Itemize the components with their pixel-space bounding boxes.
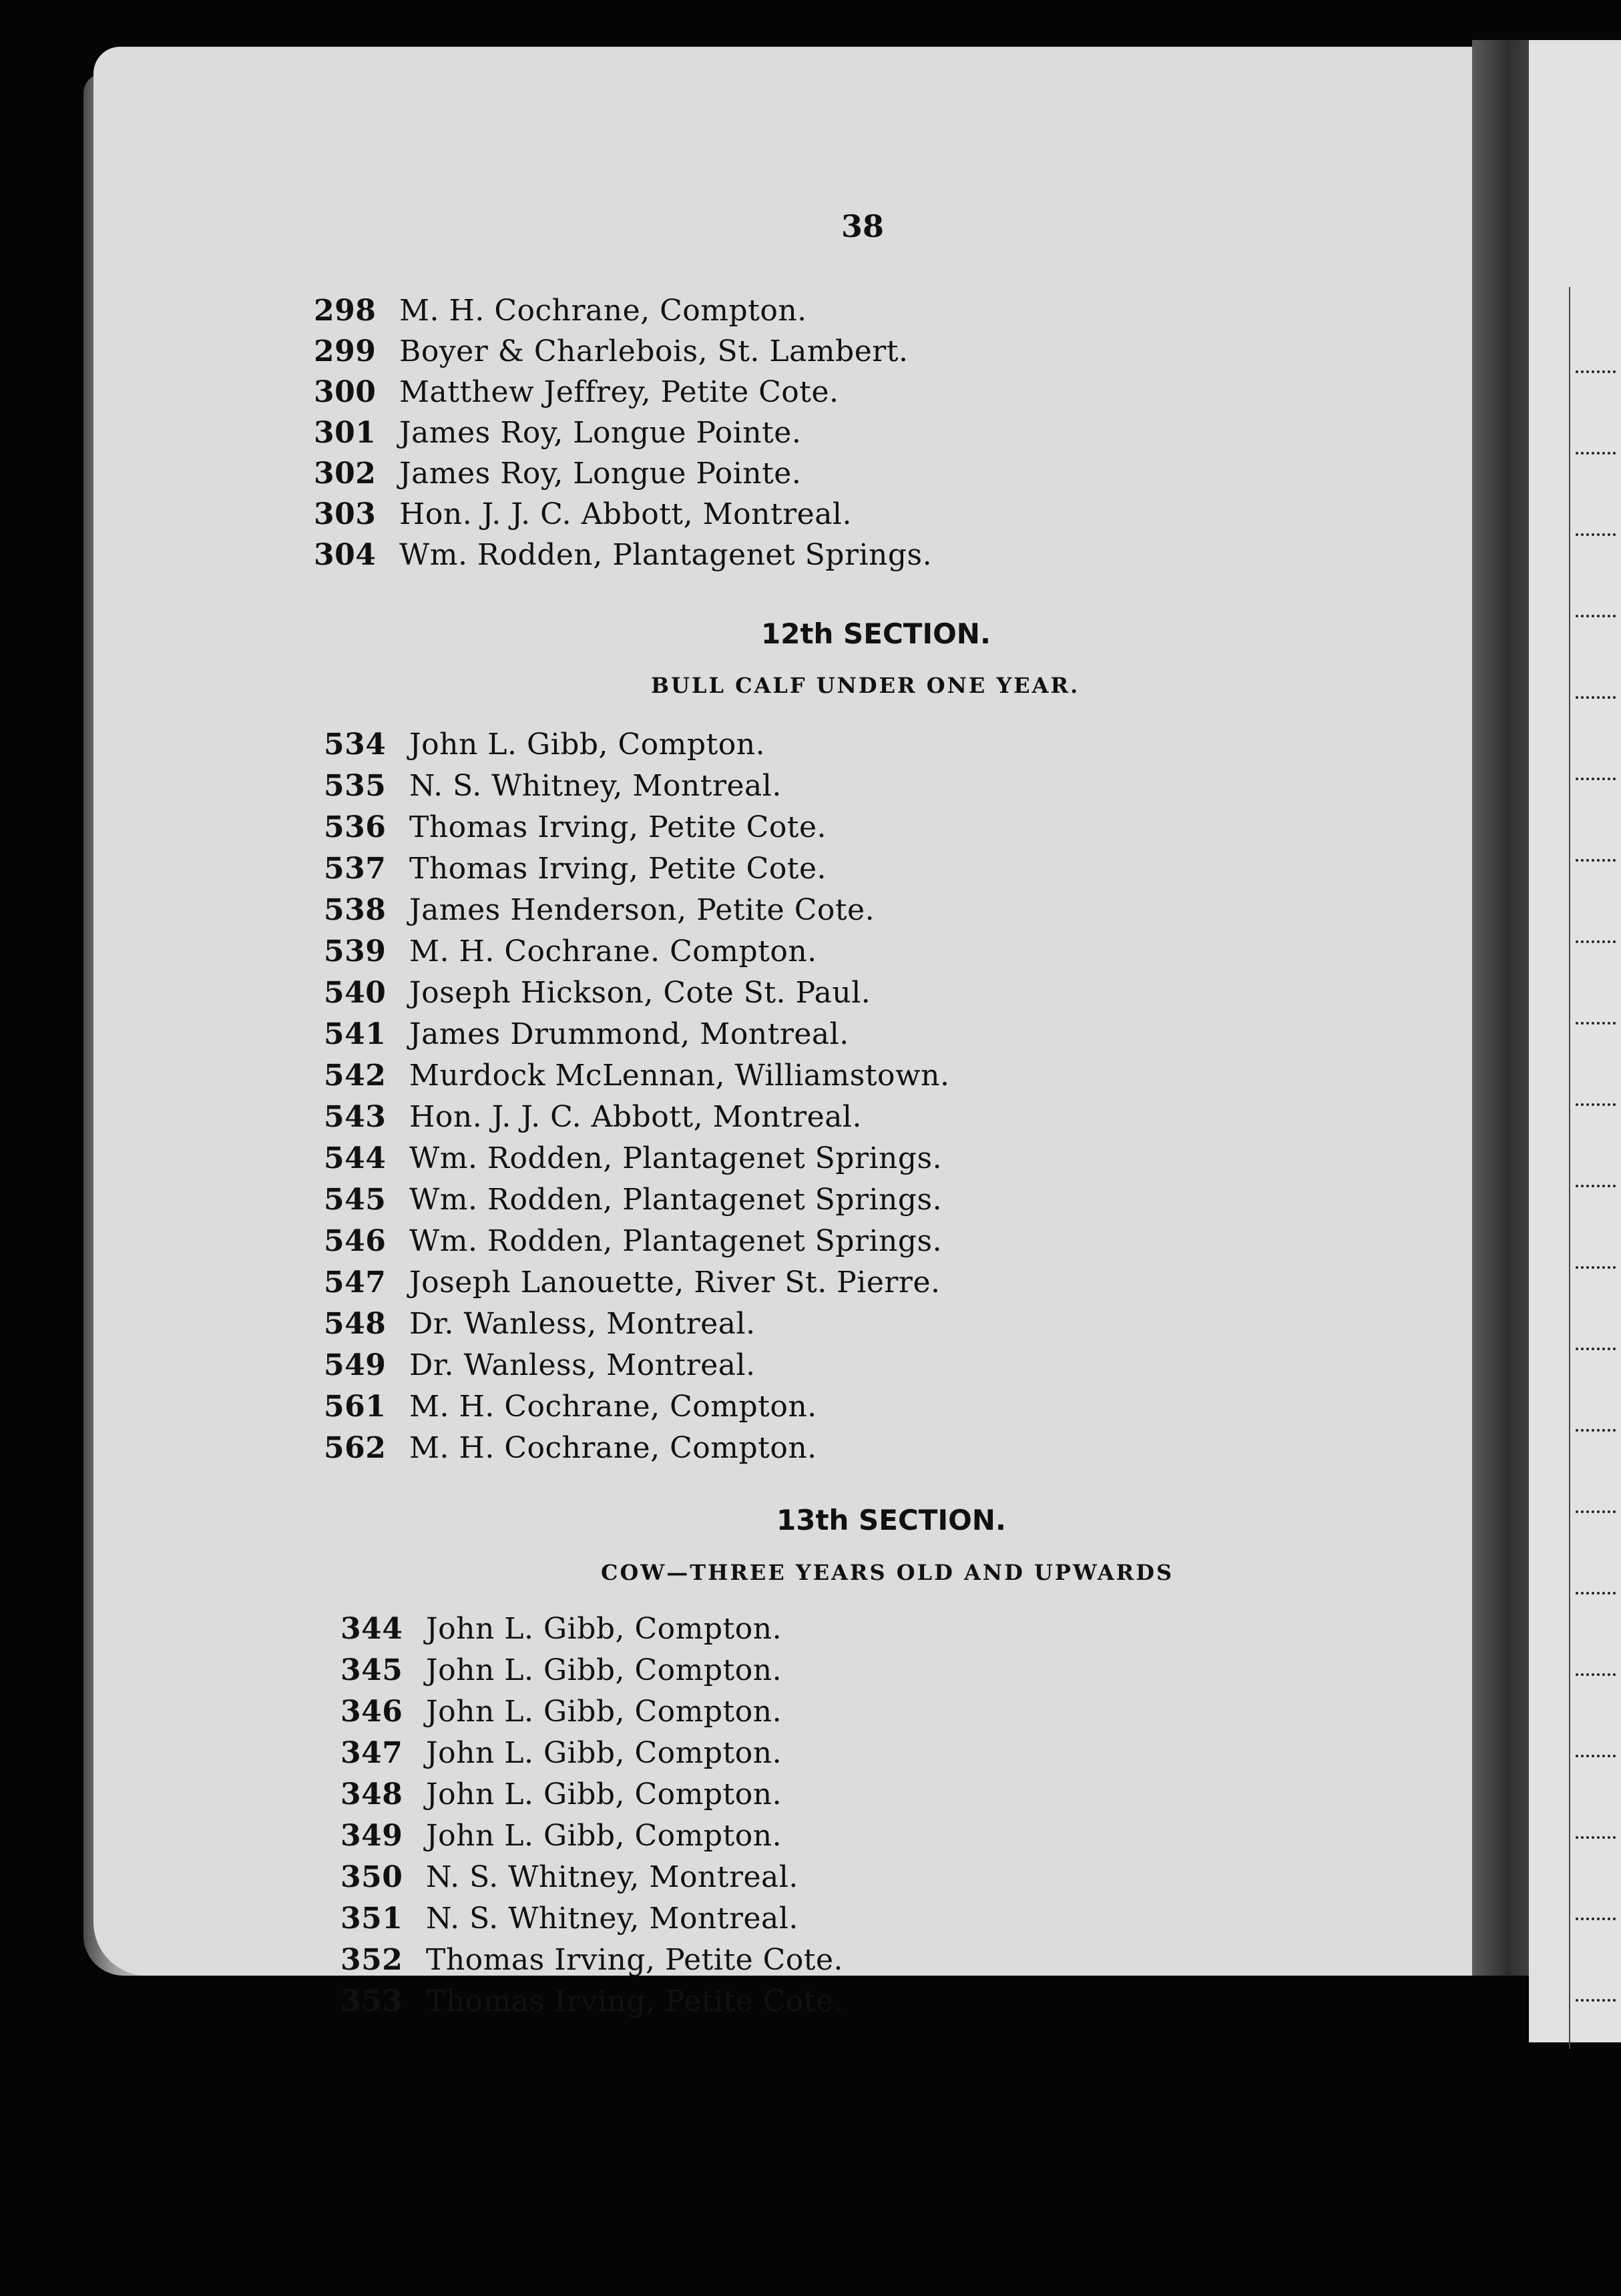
entry-exhibitor: Murdock McLennan, Williamstown.: [409, 1059, 950, 1093]
entry-row: [314, 497, 852, 531]
entry-number: 345: [340, 1653, 403, 1687]
entry-row: [340, 1902, 798, 1936]
entry-exhibitor: Joseph Lanouette, River St. Pierre.: [409, 1265, 941, 1300]
entry-exhibitor: James Roy, Longue Pointe.: [399, 416, 802, 450]
entry-number: 541: [324, 1017, 387, 1051]
entry-number: 546: [324, 1224, 387, 1258]
entry-exhibitor: John L. Gibb, Compton.: [409, 728, 766, 762]
entry-exhibitor: Boyer & Charlebois, St. Lambert.: [399, 334, 909, 368]
dotted-line: [1576, 1836, 1616, 1839]
entry-row: [324, 1183, 942, 1217]
entry-number: 304: [314, 538, 377, 572]
dotted-line: [1576, 1999, 1616, 2002]
entry-exhibitor: Thomas Irving, Petite Cote.: [409, 852, 827, 886]
entry-row: [324, 1100, 862, 1134]
entry-number: 298: [314, 294, 377, 328]
entry-row: [324, 728, 765, 762]
entry-exhibitor: Dr. Wanless, Montreal.: [409, 1307, 756, 1341]
entry-number: 299: [314, 334, 377, 368]
entry-number: 540: [324, 976, 387, 1010]
dotted-line: [1576, 1429, 1616, 1432]
entry-exhibitor: Wm. Rodden, Plantagenet Springs.: [409, 1141, 943, 1175]
entry-exhibitor: Dr. Wanless, Montreal.: [409, 1348, 756, 1382]
entry-exhibitor: Matthew Jeffrey, Petite Cote.: [399, 375, 839, 409]
dotted-line: [1576, 778, 1616, 780]
entry-exhibitor: Wm. Rodden, Plantagenet Springs.: [409, 1224, 943, 1258]
entry-exhibitor: Thomas Irving, Petite Cote.: [426, 1984, 844, 2018]
entry-row: [324, 1017, 849, 1051]
entry-row: [324, 1141, 942, 1175]
entry-number: 544: [324, 1141, 387, 1175]
entry-exhibitor: Joseph Hickson, Cote St. Paul.: [409, 976, 871, 1010]
entry-number: 535: [324, 769, 387, 803]
entry-number: 542: [324, 1059, 387, 1093]
entry-exhibitor: John L. Gibb, Compton.: [426, 1695, 782, 1729]
entry-number: 300: [314, 375, 377, 409]
entry-number: 351: [340, 1902, 403, 1936]
adjacent-page: [1529, 40, 1621, 2042]
dotted-line: [1576, 1510, 1616, 1513]
entry-number: 538: [324, 893, 387, 927]
entry-number: 348: [340, 1777, 403, 1811]
entry-row: [340, 1736, 782, 1770]
dotted-line: [1576, 1022, 1616, 1025]
dotted-line: [1576, 1918, 1616, 1920]
entry-exhibitor: M. H. Cochrane, Compton.: [399, 294, 807, 328]
entry-row: [324, 1265, 941, 1300]
entry-row: [340, 1860, 798, 1894]
entry-row: [340, 1819, 782, 1853]
dotted-line: [1576, 452, 1616, 455]
entry-number: 561: [324, 1390, 387, 1424]
dotted-line: [1576, 533, 1616, 536]
entry-row: [340, 1777, 782, 1811]
entry-exhibitor: N. S. Whitney, Montreal.: [426, 1860, 798, 1894]
entry-number: 562: [324, 1431, 387, 1465]
entry-row: [340, 1653, 782, 1687]
dotted-line: [1576, 1266, 1616, 1269]
entry-number: 303: [314, 497, 377, 531]
entry-exhibitor: James Drummond, Montreal.: [409, 1017, 849, 1051]
entry-row: [340, 1943, 843, 1977]
entry-exhibitor: Wm. Rodden, Plantagenet Springs.: [399, 538, 933, 572]
entry-row: [324, 1307, 756, 1341]
section-12-subtitle: BULL CALF UNDER ONE YEAR.: [651, 673, 1080, 698]
adjacent-page-rule: [1569, 287, 1570, 2049]
entry-row: [340, 1984, 843, 2018]
entry-exhibitor: John L. Gibb, Compton.: [426, 1777, 782, 1811]
entry-exhibitor: M. H. Cochrane, Compton.: [409, 1390, 817, 1424]
entry-row: [314, 375, 839, 409]
dotted-line: [1576, 859, 1616, 862]
entry-row: [324, 769, 782, 803]
entry-number: 301: [314, 416, 377, 450]
entry-number: 547: [324, 1265, 387, 1300]
dotted-line: [1576, 1755, 1616, 1757]
entry-number: 534: [324, 728, 387, 762]
entry-number: 347: [340, 1736, 403, 1770]
entry-exhibitor: James Henderson, Petite Cote.: [409, 893, 875, 927]
entry-number: 543: [324, 1100, 387, 1134]
dotted-line: [1576, 370, 1616, 373]
entry-number: 349: [340, 1819, 403, 1853]
entry-exhibitor: Wm. Rodden, Plantagenet Springs.: [409, 1183, 943, 1217]
entry-row: [314, 457, 801, 491]
entry-number: 536: [324, 810, 387, 844]
dotted-line: [1576, 1592, 1616, 1595]
dotted-line: [1576, 1348, 1616, 1350]
entry-row: [324, 852, 827, 886]
entry-exhibitor: Thomas Irving, Petite Cote.: [409, 810, 827, 844]
entry-row: [340, 1612, 782, 1646]
entry-row: [314, 416, 801, 450]
entry-number: 537: [324, 852, 387, 886]
entry-row: [314, 334, 908, 368]
section-13-title: 13th SECTION.: [776, 1504, 1006, 1536]
entry-number: 548: [324, 1307, 387, 1341]
entry-row: [324, 976, 871, 1010]
section-13-subtitle: COW—THREE YEARS OLD AND UPWARDS: [601, 1560, 1174, 1585]
entry-exhibitor: John L. Gibb, Compton.: [426, 1736, 782, 1770]
entry-number: 539: [324, 934, 387, 968]
entry-exhibitor: M. H. Cochrane, Compton.: [409, 1431, 817, 1465]
entry-number: 350: [340, 1860, 403, 1894]
entry-row: [324, 1348, 756, 1382]
entry-number: 344: [340, 1612, 403, 1646]
entry-exhibitor: N. S. Whitney, Montreal.: [409, 769, 782, 803]
entry-row: [314, 294, 807, 328]
entry-number: 352: [340, 1943, 403, 1977]
section-12-title: 12th SECTION.: [761, 617, 991, 650]
entry-row: [324, 1390, 817, 1424]
dotted-line: [1576, 615, 1616, 617]
entry-row: [324, 1059, 949, 1093]
entry-row: [340, 1695, 782, 1729]
entry-exhibitor: Thomas Irving, Petite Cote.: [426, 1943, 844, 1977]
dotted-line: [1576, 940, 1616, 943]
page-number: 38: [841, 208, 885, 244]
dotted-line: [1576, 1673, 1616, 1676]
entry-row: [324, 810, 827, 844]
entry-row: [324, 1431, 817, 1465]
entry-number: 353: [340, 1984, 403, 2018]
entry-row: [324, 934, 817, 968]
book-binding: [1472, 40, 1532, 1976]
entry-exhibitor: Hon. J. J. C. Abbott, Montreal.: [399, 497, 852, 531]
entry-row: [314, 538, 932, 572]
entry-exhibitor: John L. Gibb, Compton.: [426, 1612, 782, 1646]
entry-exhibitor: Hon. J. J. C. Abbott, Montreal.: [409, 1100, 862, 1134]
entry-number: 302: [314, 457, 377, 491]
entry-row: [324, 1224, 942, 1258]
entry-exhibitor: John L. Gibb, Compton.: [426, 1653, 782, 1687]
entry-row: [324, 893, 875, 927]
dotted-line: [1576, 1185, 1616, 1187]
entry-number: 545: [324, 1183, 387, 1217]
entry-exhibitor: N. S. Whitney, Montreal.: [426, 1902, 798, 1936]
entry-number: 346: [340, 1695, 403, 1729]
dotted-line: [1576, 1103, 1616, 1106]
entry-exhibitor: John L. Gibb, Compton.: [426, 1819, 782, 1853]
entry-exhibitor: M. H. Cochrane. Compton.: [409, 934, 817, 968]
dotted-line: [1576, 696, 1616, 699]
entry-number: 549: [324, 1348, 387, 1382]
entry-exhibitor: James Roy, Longue Pointe.: [399, 457, 802, 491]
